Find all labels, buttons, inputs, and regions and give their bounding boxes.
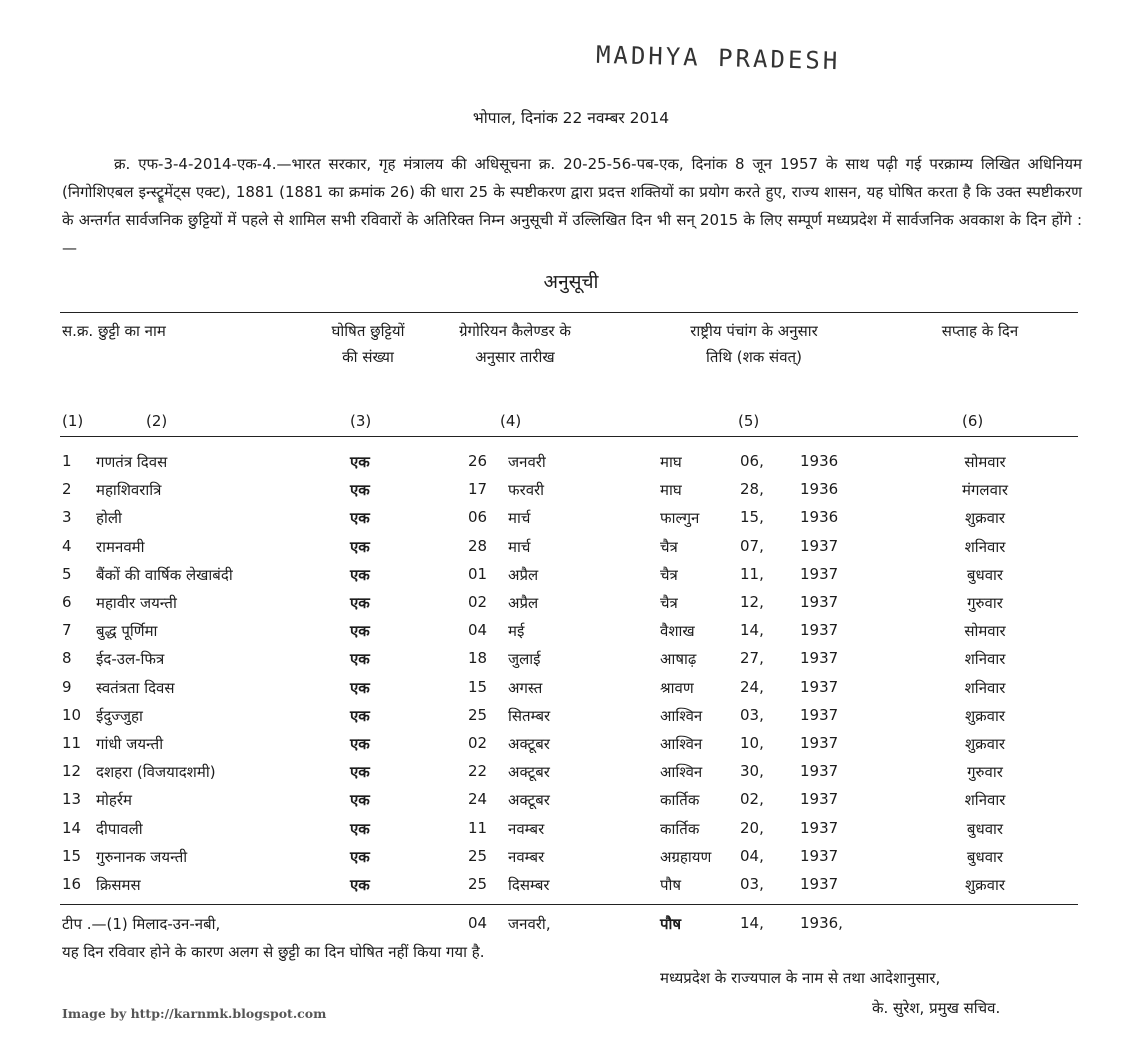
saka-month: कार्तिक xyxy=(660,791,700,810)
holiday-count: एक xyxy=(350,819,370,838)
saka-month: आश्विन xyxy=(660,706,703,725)
saka-day: 04, xyxy=(740,846,764,865)
gregorian-month: दिसम्बर xyxy=(508,876,550,894)
row-serial-number: 8 xyxy=(62,649,72,668)
column-number: (2) xyxy=(146,412,168,430)
row-serial-number: 15 xyxy=(62,846,82,865)
note-month: जनवरी, xyxy=(508,915,551,933)
note-saka-month: पौष xyxy=(660,915,682,933)
saka-year: 1937 xyxy=(800,649,839,668)
saka-day: 11, xyxy=(740,564,764,583)
saka-month: कार्तिक xyxy=(660,819,700,838)
saka-month: आश्विन xyxy=(660,763,703,782)
saka-day: 24, xyxy=(740,677,764,696)
holiday-name: बुद्ध पूर्णिमा xyxy=(96,622,158,641)
weekday: शुक्रवार xyxy=(964,735,1006,753)
table-row xyxy=(0,645,1142,673)
weekday: गुरुवार xyxy=(967,763,1003,782)
saka-year: 1937 xyxy=(800,846,839,865)
gregorian-day: 15 xyxy=(468,677,488,696)
holiday-count: एक xyxy=(350,481,370,500)
holiday-name: रामनवमी xyxy=(96,537,145,556)
row-serial-number: 16 xyxy=(62,875,82,893)
weekday: शनिवार xyxy=(964,791,1006,810)
saka-month: फाल्गुन xyxy=(660,509,700,528)
gregorian-day: 25 xyxy=(468,875,488,893)
row-serial-number: 1 xyxy=(62,452,72,470)
gregorian-month: अप्रैल xyxy=(508,565,539,584)
gregorian-day: 04 xyxy=(468,621,488,640)
table-row xyxy=(0,786,1142,814)
gregorian-month: फरवरी xyxy=(508,481,545,500)
gregorian-day: 02 xyxy=(468,593,488,611)
saka-year: 1937 xyxy=(800,875,839,893)
weekday: शनिवार xyxy=(964,650,1006,669)
holiday-name: गांधी जयन्ती xyxy=(96,735,164,753)
table-top-rule xyxy=(60,312,1078,313)
weekday: गुरुवार xyxy=(967,594,1003,612)
weekday: मंगलवार xyxy=(962,481,1008,500)
holiday-count: एक xyxy=(350,791,370,810)
gregorian-month: अप्रैल xyxy=(508,594,539,612)
column-number: (5) xyxy=(738,412,760,430)
weekday: बुधवार xyxy=(966,565,1004,584)
image-credit: Image by http://karnmk.blogspot.com xyxy=(62,1006,327,1021)
row-serial-number: 11 xyxy=(62,734,82,752)
saka-month: चैत्र xyxy=(660,537,678,556)
holiday-count: एक xyxy=(350,453,370,471)
table-row xyxy=(0,871,1142,899)
gregorian-month: अक्टूबर xyxy=(508,735,550,753)
holiday-count: एक xyxy=(350,622,370,641)
row-serial-number: 14 xyxy=(62,818,82,837)
row-serial-number: 13 xyxy=(62,790,82,809)
saka-month: माघ xyxy=(660,453,682,471)
table-row xyxy=(0,448,1142,476)
gregorian-month: सितम्बर xyxy=(508,706,551,725)
column-number: (1) xyxy=(62,412,84,430)
table-row xyxy=(0,730,1142,758)
gregorian-day: 22 xyxy=(468,762,488,781)
saka-month: चैत्र xyxy=(660,565,678,584)
saka-day: 06, xyxy=(740,452,764,470)
table-header-rule xyxy=(60,436,1078,437)
table-row xyxy=(0,815,1142,843)
header-count: घोषित छुट्टियों की संख्या xyxy=(331,322,405,366)
note-text: यह दिन रविवार होने के कारण अलग से छुट्टी का दिन घोषित नहीं किया गया है. xyxy=(62,943,485,961)
table-row xyxy=(0,758,1142,786)
saka-day: 02, xyxy=(740,790,764,809)
row-serial-number: 4 xyxy=(62,536,72,555)
header-saka: राष्ट्रीय पंचांग के अनुसार तिथि (शक संवत्) xyxy=(690,322,818,366)
gregorian-month: अक्टूबर xyxy=(508,763,550,782)
saka-day: 27, xyxy=(740,649,764,668)
gregorian-day: 02 xyxy=(468,734,488,752)
holiday-name: मोहर्रम xyxy=(96,791,132,810)
saka-year: 1937 xyxy=(800,705,839,724)
holiday-count: एक xyxy=(350,706,370,725)
note-label: टीप .—(1) मिलाद-उन-नबी, xyxy=(62,915,221,933)
holiday-name: महाशिवरात्रि xyxy=(96,481,162,500)
saka-year: 1937 xyxy=(800,818,839,837)
saka-day: 15, xyxy=(740,508,764,527)
notification-paragraph xyxy=(62,150,1082,262)
saka-year: 1937 xyxy=(800,564,839,583)
row-serial-number: 12 xyxy=(62,762,82,781)
holiday-name: स्वतंत्रता दिवस xyxy=(96,678,175,697)
saka-day: 20, xyxy=(740,818,764,837)
saka-day: 30, xyxy=(740,762,764,781)
saka-year: 1936 xyxy=(800,452,839,470)
saka-day: 14, xyxy=(740,621,764,640)
gregorian-day: 11 xyxy=(468,818,488,837)
table-row xyxy=(0,843,1142,871)
column-number: (4) xyxy=(500,412,522,430)
saka-month: श्रावण xyxy=(660,678,694,697)
saka-month: आश्विन xyxy=(660,735,703,753)
place-date: भोपाल, दिनांक 22 नवम्बर 2014 xyxy=(472,109,670,127)
holiday-count: एक xyxy=(350,537,370,556)
table-row xyxy=(0,674,1142,702)
gregorian-day: 25 xyxy=(468,705,488,724)
gregorian-month: अक्टूबर xyxy=(508,791,550,810)
table-bottom-rule xyxy=(60,904,1078,905)
gregorian-day: 28 xyxy=(468,536,488,555)
saka-day: 07, xyxy=(740,536,764,555)
note-day: 04 xyxy=(468,914,488,932)
holiday-count: एक xyxy=(350,509,370,528)
saka-year: 1936 xyxy=(800,480,839,499)
holiday-count: एक xyxy=(350,650,370,669)
saka-day: 03, xyxy=(740,875,764,893)
signature-authority-line: मध्यप्रदेश के राज्यपाल के नाम से तथा आदेशानुसार, xyxy=(660,969,941,987)
saka-month: वैशाख xyxy=(660,622,695,641)
weekday: बुधवार xyxy=(966,847,1004,866)
saka-year: 1937 xyxy=(800,734,839,752)
holiday-name: ईद-उल-फित्र xyxy=(96,650,165,669)
gregorian-month: मार्च xyxy=(508,537,531,556)
holiday-name: होली xyxy=(96,509,122,528)
header-gregorian: ग्रेगोरियन कैलेण्डर के अनुसार तारीख xyxy=(459,322,571,366)
row-serial-number: 10 xyxy=(62,705,82,724)
holiday-name: दीपावली xyxy=(96,819,143,838)
weekday: सोमवार xyxy=(964,622,1006,641)
paragraph-text: क्र. एफ-3-4-2014-एक-4.—भारत सरकार, गृह मंत्रालय की अधिसूचना क्र. 20-25-56-पब-एक, दिनांक 8 जून 1957 के साथ पढ़ी गई परक्राम्य लिखित अधिनियम (निगोशिएबल इन्स्ट्रूमेंट्स एक्ट), 1881 (1881 का क्रमांक 26) की धारा 25 के स्पष्टीकरण द्वारा प्रदत्त शक्तियों का प्रयोग करते हुए, राज्य शासन, यह घोषित करता है कि उक्त स्पष्टीकरण के अन्तर्गत सार्वजनिक छुट्टियों में पहले से शामिल सभी रविवारों के अतिरिक्त निम्न अनुसूची में उल्लिखित दिन भी सन् 2015 के लिए सम्पूर्ण मध्यप्रदेश में सार्वजनिक अवकाश के दिन होंगे :— xyxy=(62,155,1082,257)
gregorian-month: मार्च xyxy=(508,509,531,528)
holiday-count: एक xyxy=(350,735,370,753)
saka-year: 1937 xyxy=(800,677,839,696)
saka-day: 03, xyxy=(740,705,764,724)
header-weekday: सप्ताह के दिन xyxy=(941,322,1019,340)
weekday: शुक्रवार xyxy=(964,706,1006,725)
gregorian-month: जनवरी xyxy=(508,453,546,471)
note-saka-day: 14, xyxy=(740,914,764,932)
weekday: शनिवार xyxy=(964,537,1006,556)
holiday-count: एक xyxy=(350,876,370,894)
holiday-name: दशहरा (विजयादशमी) xyxy=(96,763,216,782)
saka-month: माघ xyxy=(660,481,682,500)
saka-month: आषाढ़ xyxy=(660,650,697,669)
table-row xyxy=(0,504,1142,532)
weekday: सोमवार xyxy=(964,453,1006,471)
weekday: बुधवार xyxy=(966,819,1004,838)
row-serial-number: 2 xyxy=(62,480,72,499)
holiday-name: ईदुज्जुहा xyxy=(96,706,143,725)
gregorian-day: 01 xyxy=(468,564,488,583)
gregorian-month: मई xyxy=(508,622,525,641)
gregorian-day: 18 xyxy=(468,649,488,668)
weekday: शनिवार xyxy=(964,678,1006,697)
table-row xyxy=(0,561,1142,589)
header-sno-name: स.क्र. छुट्टी का नाम xyxy=(62,322,166,340)
gregorian-day: 26 xyxy=(468,452,488,470)
saka-year: 1937 xyxy=(800,593,839,611)
row-serial-number: 3 xyxy=(62,508,72,527)
saka-year: 1936 xyxy=(800,508,839,527)
gregorian-month: अगस्त xyxy=(508,678,543,697)
saka-month: पौष xyxy=(660,876,682,894)
gregorian-month: नवम्बर xyxy=(508,847,545,866)
gregorian-day: 25 xyxy=(468,846,488,865)
row-serial-number: 9 xyxy=(62,677,72,696)
gregorian-day: 17 xyxy=(468,480,488,499)
row-serial-number: 7 xyxy=(62,621,72,640)
saka-year: 1937 xyxy=(800,790,839,809)
holiday-count: एक xyxy=(350,763,370,782)
saka-year: 1937 xyxy=(800,762,839,781)
holiday-count: एक xyxy=(350,594,370,612)
saka-month: अग्रहायण xyxy=(660,847,712,866)
table-row xyxy=(0,476,1142,504)
saka-year: 1937 xyxy=(800,621,839,640)
weekday: शुक्रवार xyxy=(964,876,1006,894)
table-row xyxy=(0,533,1142,561)
holiday-name: गणतंत्र दिवस xyxy=(96,453,168,471)
gregorian-day: 06 xyxy=(468,508,488,527)
gregorian-month: नवम्बर xyxy=(508,819,545,838)
holiday-count: एक xyxy=(350,565,370,584)
table-row xyxy=(0,589,1142,617)
column-number: (3) xyxy=(350,412,372,430)
weekday: शुक्रवार xyxy=(964,509,1006,528)
holiday-name: महावीर जयन्ती xyxy=(96,594,177,612)
schedule-title: अनुसूची xyxy=(543,271,599,293)
saka-month: चैत्र xyxy=(660,594,678,612)
saka-day: 28, xyxy=(740,480,764,499)
saka-year: 1937 xyxy=(800,536,839,555)
row-serial-number: 6 xyxy=(62,593,72,611)
signature-name-line: के. सुरेश, प्रमुख सचिव. xyxy=(872,999,1001,1017)
table-row xyxy=(0,617,1142,645)
column-number: (6) xyxy=(962,412,984,430)
holiday-count: एक xyxy=(350,847,370,866)
saka-day: 12, xyxy=(740,593,764,611)
holiday-name: क्रिसमस xyxy=(96,876,141,894)
handwritten-state-label: MADHYA PRADESH xyxy=(595,40,841,76)
holiday-name: गुरुनानक जयन्ती xyxy=(96,847,188,866)
saka-day: 10, xyxy=(740,734,764,752)
gregorian-day: 24 xyxy=(468,790,488,809)
table-row xyxy=(0,702,1142,730)
note-saka-year: 1936, xyxy=(800,914,843,932)
row-serial-number: 5 xyxy=(62,564,72,583)
gregorian-month: जुलाई xyxy=(508,650,541,669)
holiday-name: बैंकों की वार्षिक लेखाबंदी xyxy=(96,565,233,584)
holiday-count: एक xyxy=(350,678,370,697)
